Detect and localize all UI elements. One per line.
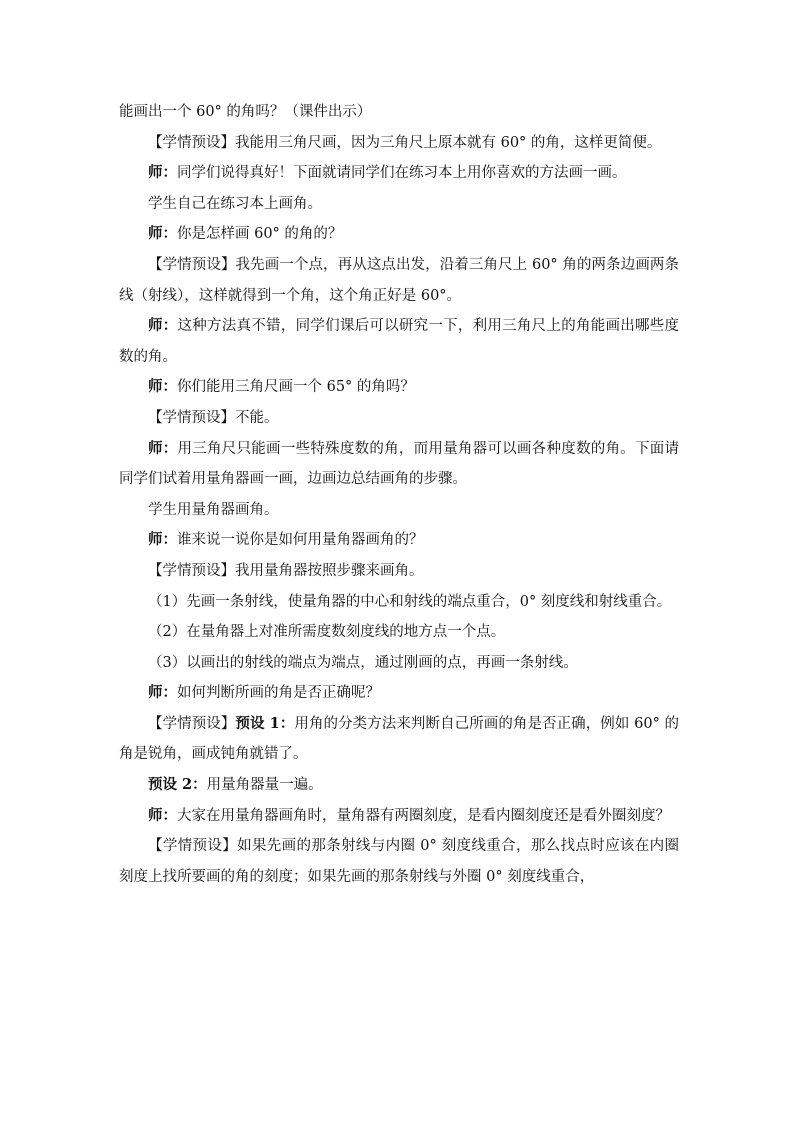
paragraph-text: 我能用三角尺画，因为三角尺上原本就有 60° 的角，这样更简便。: [235, 134, 662, 151]
paragraph-text: 我用量角器按照步骤来画角。: [235, 562, 424, 579]
preset-label: 【学情预设】: [148, 134, 235, 151]
preset-label: 【学情预设】: [148, 256, 236, 273]
preset-number-label: 预设 2：: [148, 776, 207, 794]
paragraph-text: （3）以画出的射线的端点为端点，通过刚画的点，再画一条射线。: [148, 654, 578, 671]
paragraph: [119, 403, 679, 434]
paragraph: [119, 525, 679, 556]
paragraph: [119, 158, 679, 189]
paragraph-text: 我先画一个点，再从这点出发，沿着三角尺上 60° 角的两条边画两条线（射线），这样就得到一个角，这个角正好是 60°。: [119, 256, 679, 304]
paragraph-text: 能画出一个 60° 的角吗？（课件出示）: [119, 104, 372, 120]
speaker-label: 师：: [148, 439, 178, 457]
paragraph-text: 如果先画的那条射线与内圈 0° 刻度线重合，那么找点时应该在内圈刻度上找所要画的角的刻度；如果先画的那条射线与外圈 0° 刻度线重合，: [119, 838, 679, 885]
paragraph-text: 你们能用三角尺画一个 65° 的角吗？: [177, 379, 415, 396]
speaker-label: 师：: [148, 806, 177, 824]
preset-label: 【学情预设】: [148, 409, 235, 426]
paragraph: [119, 189, 679, 220]
lesson-text-body: [119, 97, 679, 892]
paragraph: [119, 434, 679, 495]
preset-label: 【学情预设】: [148, 715, 236, 732]
paragraph: [119, 678, 679, 709]
preset-label: 【学情预设】: [148, 838, 238, 855]
paragraph: [119, 801, 679, 832]
paragraph: [119, 97, 679, 128]
preset-number-label: 预设 1：: [235, 714, 295, 732]
paragraph-text: 如何判断所画的角是否正确呢？: [177, 685, 380, 702]
paragraph: [119, 219, 679, 250]
paragraph: [119, 770, 679, 801]
paragraph-text: 学生用量角器画角。: [148, 501, 279, 518]
paragraph: [119, 311, 679, 372]
paragraph-text: （2）在量角器上对准所需度数刻度线的地方点一个点。: [148, 624, 506, 641]
paragraph-text: 这种方法真不错，同学们课后可以研究一下，利用三角尺上的角能画出哪些度数的角。: [119, 318, 679, 365]
speaker-label: 师：: [148, 164, 177, 182]
paragraph-text: （1）先画一条射线，使量角器的中心和射线的端点重合，0° 刻度线和射线重合。: [148, 593, 672, 610]
speaker-label: 师：: [148, 225, 177, 243]
paragraph-text: 用量角器量一遍。: [206, 777, 323, 794]
speaker-label: 师：: [148, 531, 177, 549]
paragraph: [119, 831, 679, 892]
paragraph-text: 大家在用量角器画角时，量角器有两圈刻度，是看内圈刻度还是看外圈刻度？: [177, 807, 670, 824]
paragraph-text: 学生自己在练习本上画角。: [148, 195, 322, 212]
paragraph: [119, 617, 679, 648]
speaker-label: 师：: [148, 684, 177, 702]
paragraph: [119, 648, 679, 679]
paragraph-text: 不能。: [235, 409, 279, 426]
paragraph: [119, 250, 679, 311]
paragraph-text: 谁来说一说你是如何用量角器画角的？: [177, 532, 424, 549]
paragraph: [119, 587, 679, 618]
paragraph: [119, 556, 679, 587]
paragraph-text: 用角的分类方法来判断自己所画的角是否正确，例如 60° 的角是锐角，画成钝角就错了。: [119, 715, 680, 763]
preset-label: 【学情预设】: [148, 562, 235, 579]
paragraph: [119, 495, 679, 526]
paragraph: [119, 372, 679, 403]
paragraph-text: 用三角尺只能画一些特殊度数的角，而用量角器可以画各种度数的角。下面请同学们试着用量角器画一画，边画边总结画角的步骤。: [119, 440, 679, 488]
paragraph-text: 你是怎样画 60° 的角的？: [177, 226, 343, 243]
paragraph: [119, 709, 679, 770]
paragraph: [119, 128, 679, 159]
speaker-label: 师：: [148, 378, 177, 396]
paragraph-text: 同学们说得真好！下面就请同学们在练习本上用你喜欢的方法画一画。: [177, 165, 627, 182]
speaker-label: 师：: [148, 317, 178, 335]
